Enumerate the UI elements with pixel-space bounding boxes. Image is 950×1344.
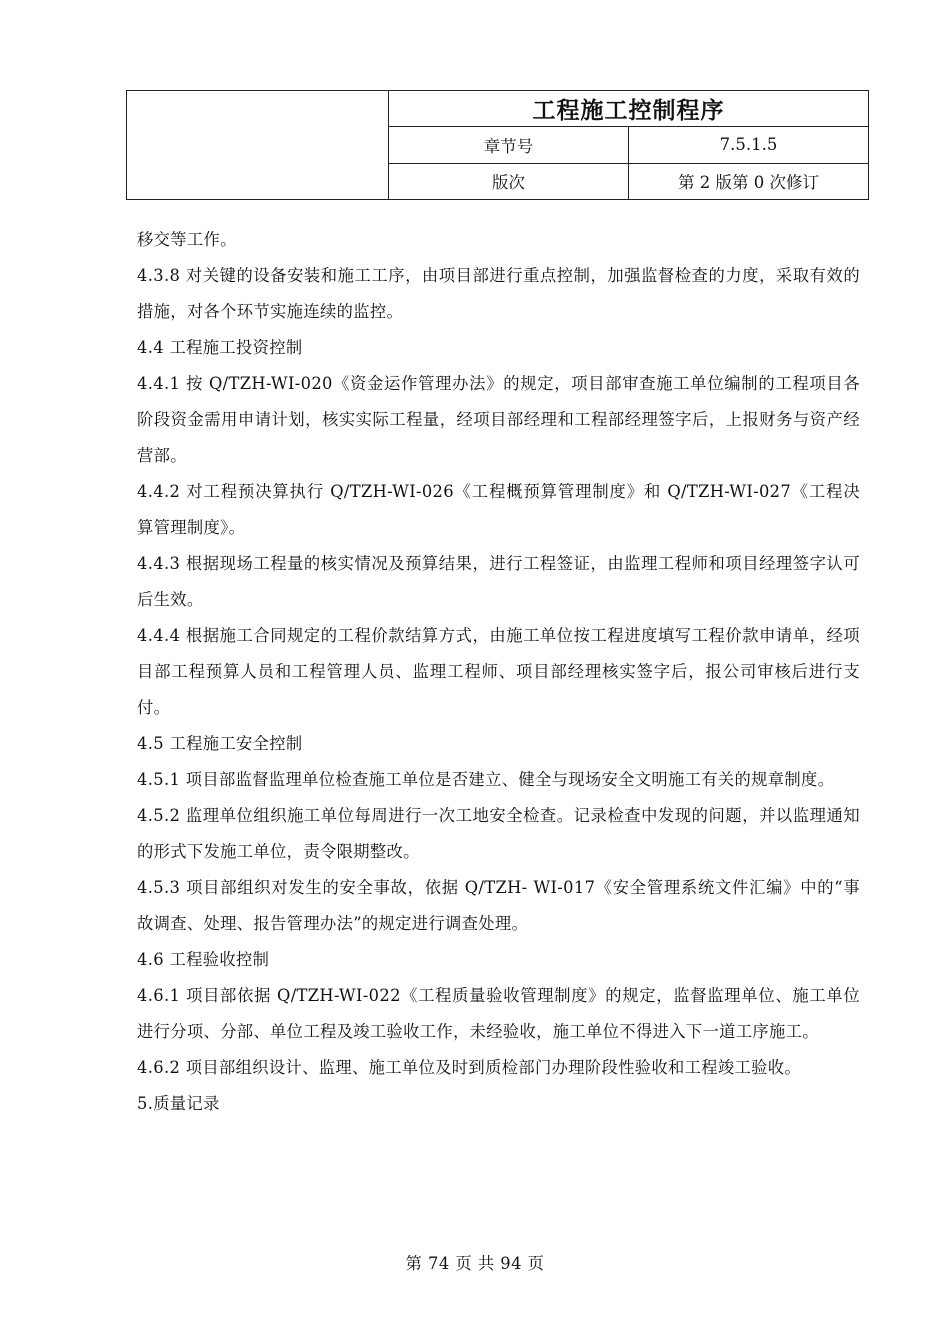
section-heading: 5.质量记录 (137, 1094, 220, 1113)
paragraph: 4.4.2 对工程预决算执行 Q/TZH-WI-026《工程概预算管理制度》和 Q/TZH-WI-027《工程决算管理制度》。 (137, 482, 860, 537)
page-number: 第 74 页 共 94 页 (405, 1254, 545, 1273)
paragraph: 4.3.8 对关键的设备安装和施工工序，由项目部进行重点控制，加强监督检查的力度，采取有效的措施，对各个环节实施连续的监控。 (137, 266, 860, 321)
section-heading: 4.4 工程施工投资控制 (137, 338, 303, 357)
revision-label: 版次 (389, 163, 629, 199)
paragraph: 4.6.1 项目部依据 Q/TZH-WI-022《工程质量验收管理制度》的规定，监督监理单位、施工单位进行分项、分部、单位工程及竣工验收工作，未经验收，施工单位不得进入下一道工序施工。 (137, 986, 860, 1041)
chapter-number-label: 章节号 (389, 127, 629, 163)
paragraph: 4.5.3 项目部组织对发生的安全事故，依据 Q/TZH- WI-017《安全管理系统文件汇编》中的“事故调查、处理、报告管理办法”的规定进行调查处理。 (137, 878, 860, 933)
document-body (137, 222, 860, 1122)
chapter-number-value: 7.5.1.5 (629, 127, 869, 163)
document-header-table (126, 90, 869, 200)
paragraph: 4.4.3 根据现场工程量的核实情况及预算结果，进行工程签证，由监理工程师和项目经理签字认可后生效。 (137, 554, 860, 609)
paragraph: 4.5.1 项目部监督监理单位检查施工单位是否建立、健全与现场安全文明施工有关的规章制度。 (137, 770, 835, 789)
paragraph: 移交等工作。 (137, 230, 237, 249)
paragraph: 4.4.1 按 Q/TZH-WI-020《资金运作管理办法》的规定，项目部审查施工单位编制的工程项目各阶段资金需用申请计划，核实实际工程量，经项目部经理和工程部经理签字后，上报财务与资产经营部。 (137, 374, 860, 465)
header-blank-cell (127, 91, 389, 200)
paragraph: 4.5.2 监理单位组织施工单位每周进行一次工地安全检查。记录检查中发现的问题，并以监理通知的形式下发施工单位，责令限期整改。 (137, 806, 860, 861)
paragraph: 4.4.4 根据施工合同规定的工程价款结算方式，由施工单位按工程进度填写工程价款申请单，经项目部工程预算人员和工程管理人员、监理工程师、项目部经理核实签字后，报公司审核后进行支付。 (137, 626, 860, 717)
paragraph: 4.6.2 项目部组织设计、监理、施工单位及时到质检部门办理阶段性验收和工程竣工验收。 (137, 1058, 802, 1077)
document-title: 工程施工控制程序 (389, 91, 869, 127)
revision-value: 第 2 版第 0 次修订 (629, 163, 869, 199)
section-heading: 4.6 工程验收控制 (137, 950, 270, 969)
section-heading: 4.5 工程施工安全控制 (137, 734, 303, 753)
